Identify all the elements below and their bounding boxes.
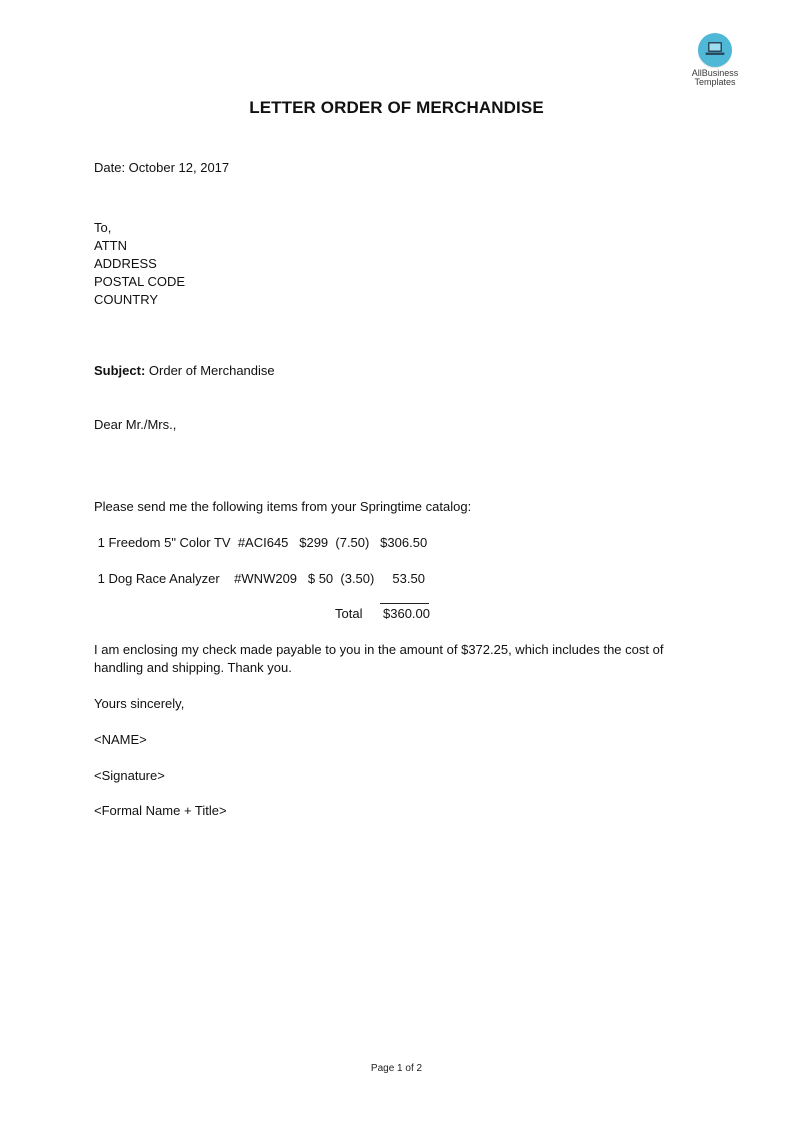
- recipient-postal-code: POSTAL CODE: [94, 274, 186, 289]
- order-item-1: 1 Freedom 5" Color TV #ACI645 $299 (7.50) $306.50: [94, 535, 428, 550]
- name-placeholder: <NAME>: [94, 732, 147, 747]
- recipient-to: To,: [94, 220, 112, 235]
- order-item-2: 1 Dog Race Analyzer #WNW209 $ 50 (3.50) 53.50: [94, 571, 425, 586]
- subject-line: [94, 362, 275, 380]
- letter-date: Date: October 12, 2017: [94, 160, 230, 175]
- total-amount: $360.00: [383, 606, 430, 621]
- laptop-icon: [698, 33, 732, 67]
- body-paragraph: I am enclosing my check made payable to you in the amount of $372.25, which includes the cost of handling and shipping. Thank you.: [94, 642, 664, 675]
- recipient-attn: ATTN: [94, 238, 127, 253]
- recipient-address: ADDRESS: [94, 256, 157, 271]
- page-number: Page 1 of 2: [370, 1063, 423, 1074]
- subject-label: Subject:: [94, 363, 146, 378]
- intro-paragraph: Please send me the following items from your Springtime catalog:: [94, 499, 472, 514]
- total-label: Total: [335, 606, 363, 621]
- closing: Yours sincerely,: [94, 696, 185, 711]
- logo-text: AllBusiness Templates: [691, 68, 739, 87]
- recipient-country: COUNTRY: [94, 292, 159, 307]
- allbusiness-logo: [686, 33, 744, 87]
- total-underline: [380, 603, 429, 604]
- subject-text: Order of Merchandise: [145, 363, 275, 378]
- formal-name-placeholder: <Formal Name + Title>: [94, 803, 227, 818]
- signature-placeholder: <Signature>: [94, 768, 165, 783]
- greeting: Dear Mr./Mrs.,: [94, 417, 177, 432]
- document-title: LETTER ORDER OF MERCHANDISE: [249, 98, 544, 117]
